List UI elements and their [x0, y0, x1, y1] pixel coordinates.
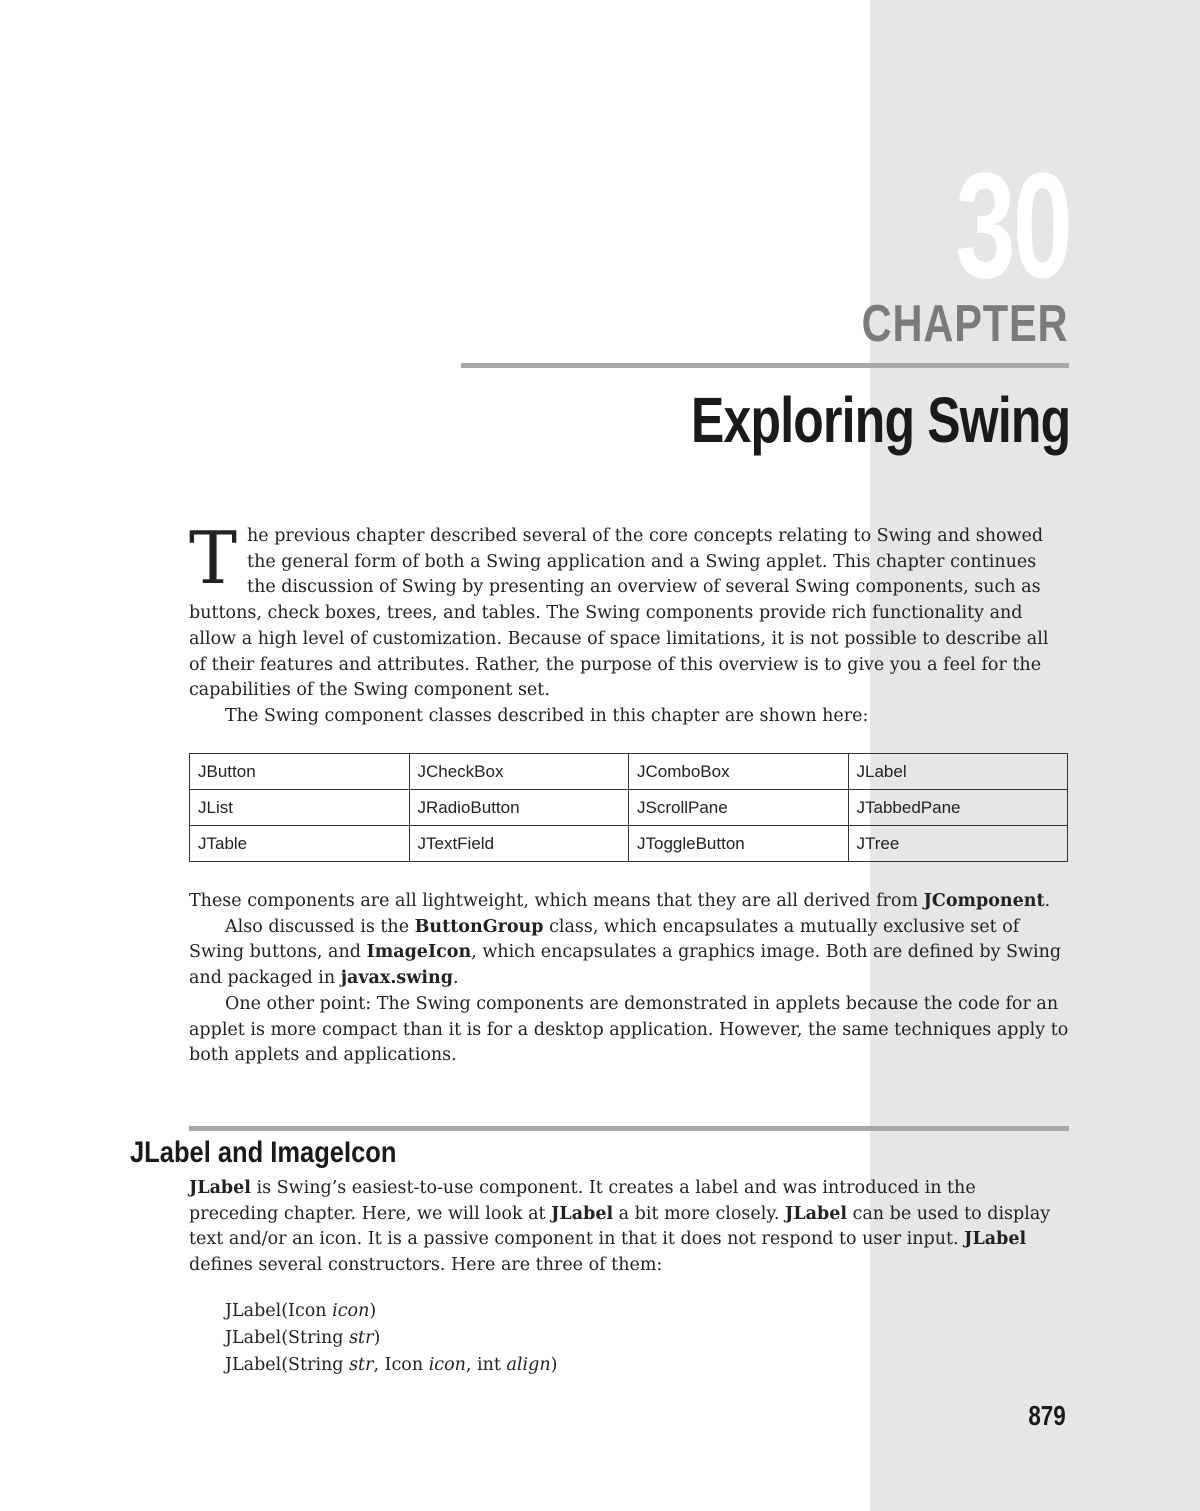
chapter-label: CHAPTER [861, 295, 1068, 353]
jlabel-section [189, 1176, 1069, 1279]
table-cell: JTree [848, 826, 1068, 862]
component-table [189, 753, 1068, 862]
constructor-list [225, 1298, 557, 1379]
intro-paragraph-2: The Swing component classes described in this chapter are shown here: [225, 705, 869, 726]
table-cell: JLabel [848, 754, 1068, 790]
table-cell: JTable [190, 826, 410, 862]
constructor-line: JLabel(String str) [225, 1328, 381, 1348]
table-row [190, 754, 1068, 790]
table-cell: JRadioButton [409, 790, 629, 826]
intro-paragraph [189, 516, 1069, 704]
page-number: 879 [1028, 1400, 1066, 1431]
intro-section [189, 516, 1069, 730]
table-cell: JComboBox [629, 754, 849, 790]
table-cell: JTextField [409, 826, 629, 862]
jlabel-paragraph: JLabel is Swing’s easiest-to-use component. It creates a label and was introduced in the preceding chapter. Here, we will look at JLabel a bit more closely. JLabel can be used to display text and/or an icon. It is a passive component in that it does not respond to user input. JLabel defines several constructors. Here are three of them: [189, 1178, 1051, 1276]
intro-text: he previous chapter described several of the core concepts relating to Swing and showed the general form of both a Swing application and a Swing applet. This chapter continues the discussion of Swing by presenting an overview of several Swing components, such as buttons, check boxes, trees, and tables. The Swing components provide rich functionality and allow a high level of customization. Because of space limitations, it is not possible to describe all of their features and attributes. Rather, the purpose of this overview is to give you a feel for the capabilities of the Swing component set. [189, 526, 1049, 701]
chapter-number: 30 [955, 141, 1070, 309]
chapter-rule [461, 363, 1069, 368]
buttongroup-paragraph: Also discussed is the ButtonGroup class, which encapsulates a mutually exclusive set of Swing buttons, and ImageIcon, which encapsulates a graphics image. Both are defined by Swing and packaged in javax.swing. [189, 916, 1062, 989]
constructor-line: JLabel(String str, Icon icon, int align) [225, 1355, 558, 1375]
applets-paragraph: One other point: The Swing components are demonstrated in applets because the code for an applet is more compact than it is for a desktop application. However, the same techniques apply to both applets and applications. [189, 993, 1069, 1066]
lightweight-paragraph: These components are all lightweight, which means that they are all derived from JComponent. [189, 891, 1051, 911]
drop-cap: T [189, 516, 238, 600]
table-cell: JTabbedPane [848, 790, 1068, 826]
table-cell: JScrollPane [629, 790, 849, 826]
after-table-section [189, 889, 1069, 1069]
table-row [190, 790, 1068, 826]
table-cell: JList [190, 790, 410, 826]
constructor-line: JLabel(Icon icon) [225, 1301, 377, 1321]
chapter-title: Exploring Swing [690, 384, 1070, 456]
section-heading: JLabel and ImageIcon [130, 1136, 397, 1169]
table-row [190, 826, 1068, 862]
table-cell: JCheckBox [409, 754, 629, 790]
table-cell: JButton [190, 754, 410, 790]
section-rule [189, 1126, 1069, 1131]
table-cell: JToggleButton [629, 826, 849, 862]
